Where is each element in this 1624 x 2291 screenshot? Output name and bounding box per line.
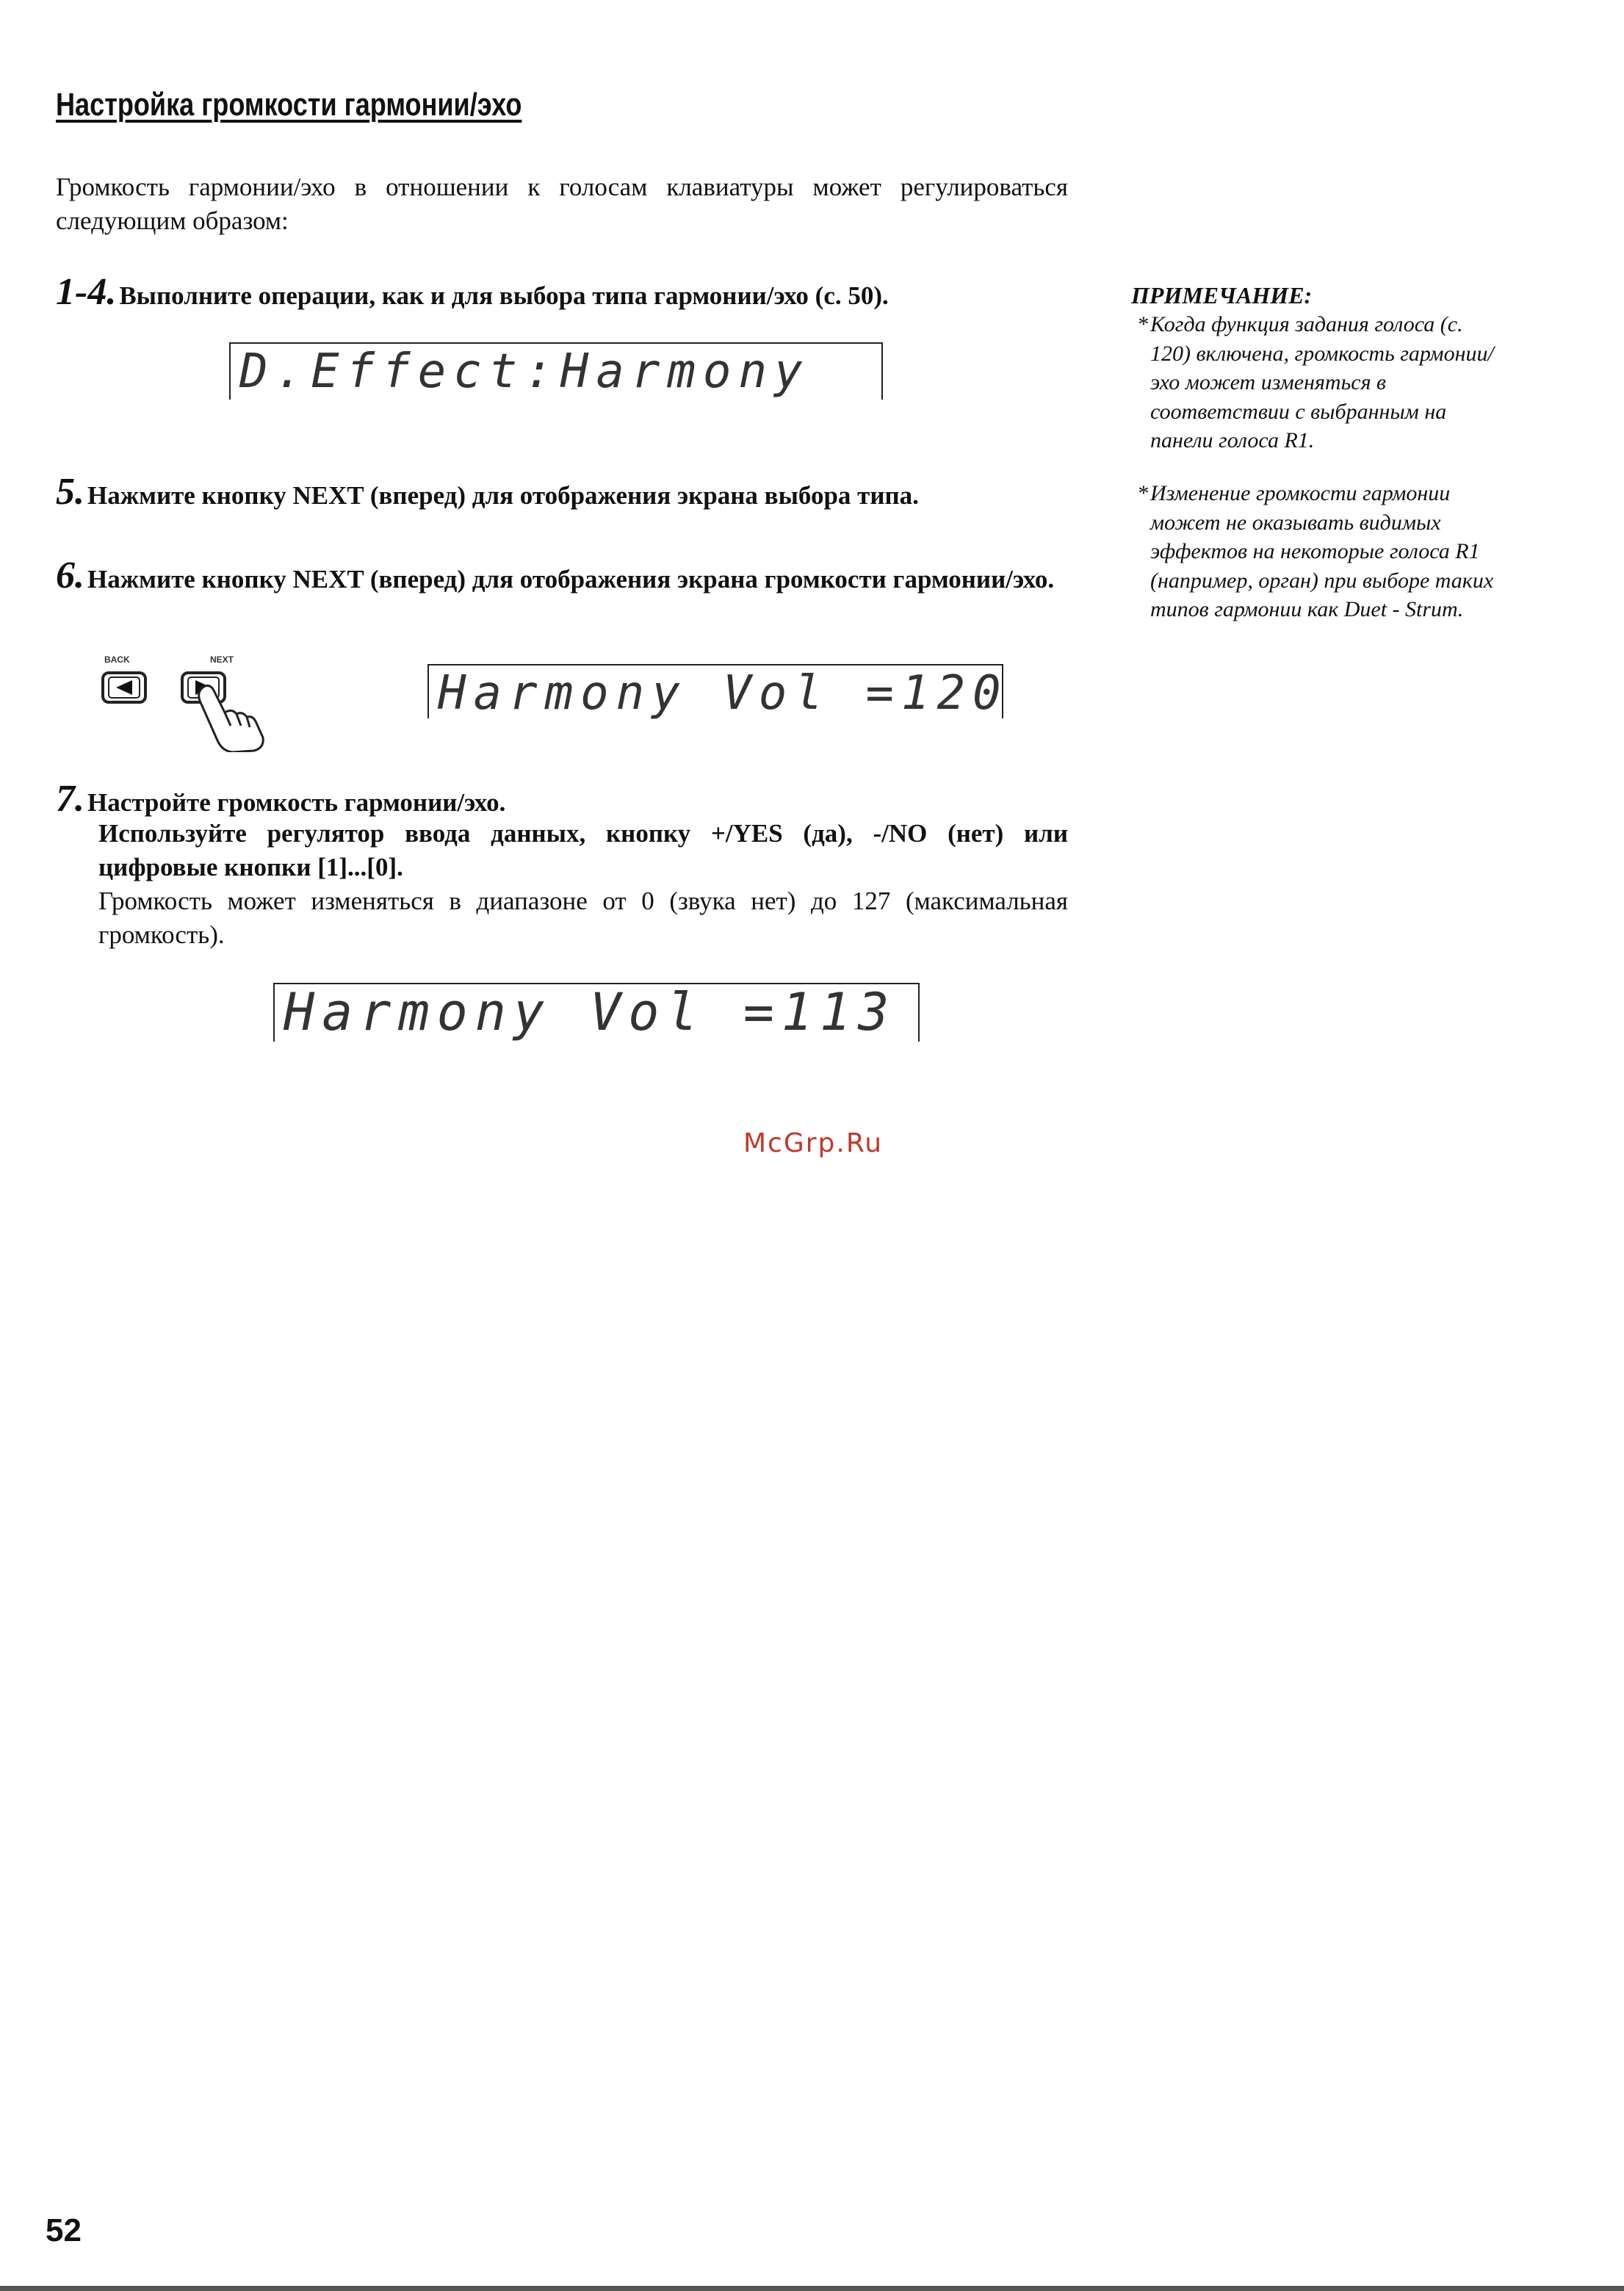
back-next-buttons-illustration — [100, 649, 276, 752]
step-text: Нажмите кнопку NEXT (вперед) для отображения экрана громкости гармонии/эхо. — [87, 565, 1055, 594]
back-button-label: BACK — [104, 654, 130, 665]
step-number: 6. — [56, 555, 84, 596]
step-5 — [56, 472, 1068, 513]
note-item: * Изменение громкости гармонии может не оказывать видимых эффектов на некоторые голоса R1 (например, орган) при выборе таких типов гармонии как Duet - Strum. — [1137, 481, 1494, 621]
next-button-label: NEXT — [210, 654, 234, 665]
step-number: 7. — [56, 778, 84, 820]
lcd-display-volume-120: Harmony Vol =120 — [427, 664, 1003, 718]
step-7-range: Громкость может изменяться в диапазоне от 0 (звука нет) до 127 (максимальная громкость). — [98, 887, 1068, 949]
step-text: Нажмите кнопку NEXT (вперед) для отображения экрана выбора типа. — [87, 481, 919, 510]
back-button-icon — [103, 673, 145, 702]
note-heading: ПРИМЕЧАНИЕ: — [1131, 282, 1313, 309]
step-text: Настройте громкость гармонии/эхо. — [87, 788, 506, 817]
step-7 — [56, 779, 1068, 820]
bottom-border — [0, 2286, 1624, 2291]
step-7-instruction: Используйте регулятор ввода данных, кнопку +/YES (да), -/NO (нет) или цифровые кнопки [1]...[0]. — [98, 819, 1068, 881]
pointing-hand-icon — [199, 685, 264, 752]
page-title: Настройка громкости гармонии/эхо — [56, 87, 522, 123]
step-6 — [56, 555, 1068, 596]
lcd-display-effect: D.Effect:Harmony — [229, 342, 883, 400]
note-item: * Когда функция задания голоса (с. 120) включена, громкость гармонии/эхо может изменяться в соответствии с выбранным на панели голоса R1. — [1137, 312, 1494, 452]
step-1-4 — [56, 272, 1068, 313]
watermark: McGrp.Ru — [743, 1128, 884, 1158]
page-number: 52 — [46, 2212, 82, 2248]
step-number: 1-4. — [56, 271, 117, 313]
step-text: Выполните операции, как и для выбора типа гармонии/эхо (с. 50). — [119, 281, 889, 310]
intro-paragraph: Громкость гармонии/эхо в отношении к голосам клавиатуры может регулироваться следующим образом: — [56, 173, 1068, 235]
lcd-display-volume-113: Harmony Vol =113 — [273, 983, 920, 1042]
step-number: 5. — [56, 471, 84, 513]
